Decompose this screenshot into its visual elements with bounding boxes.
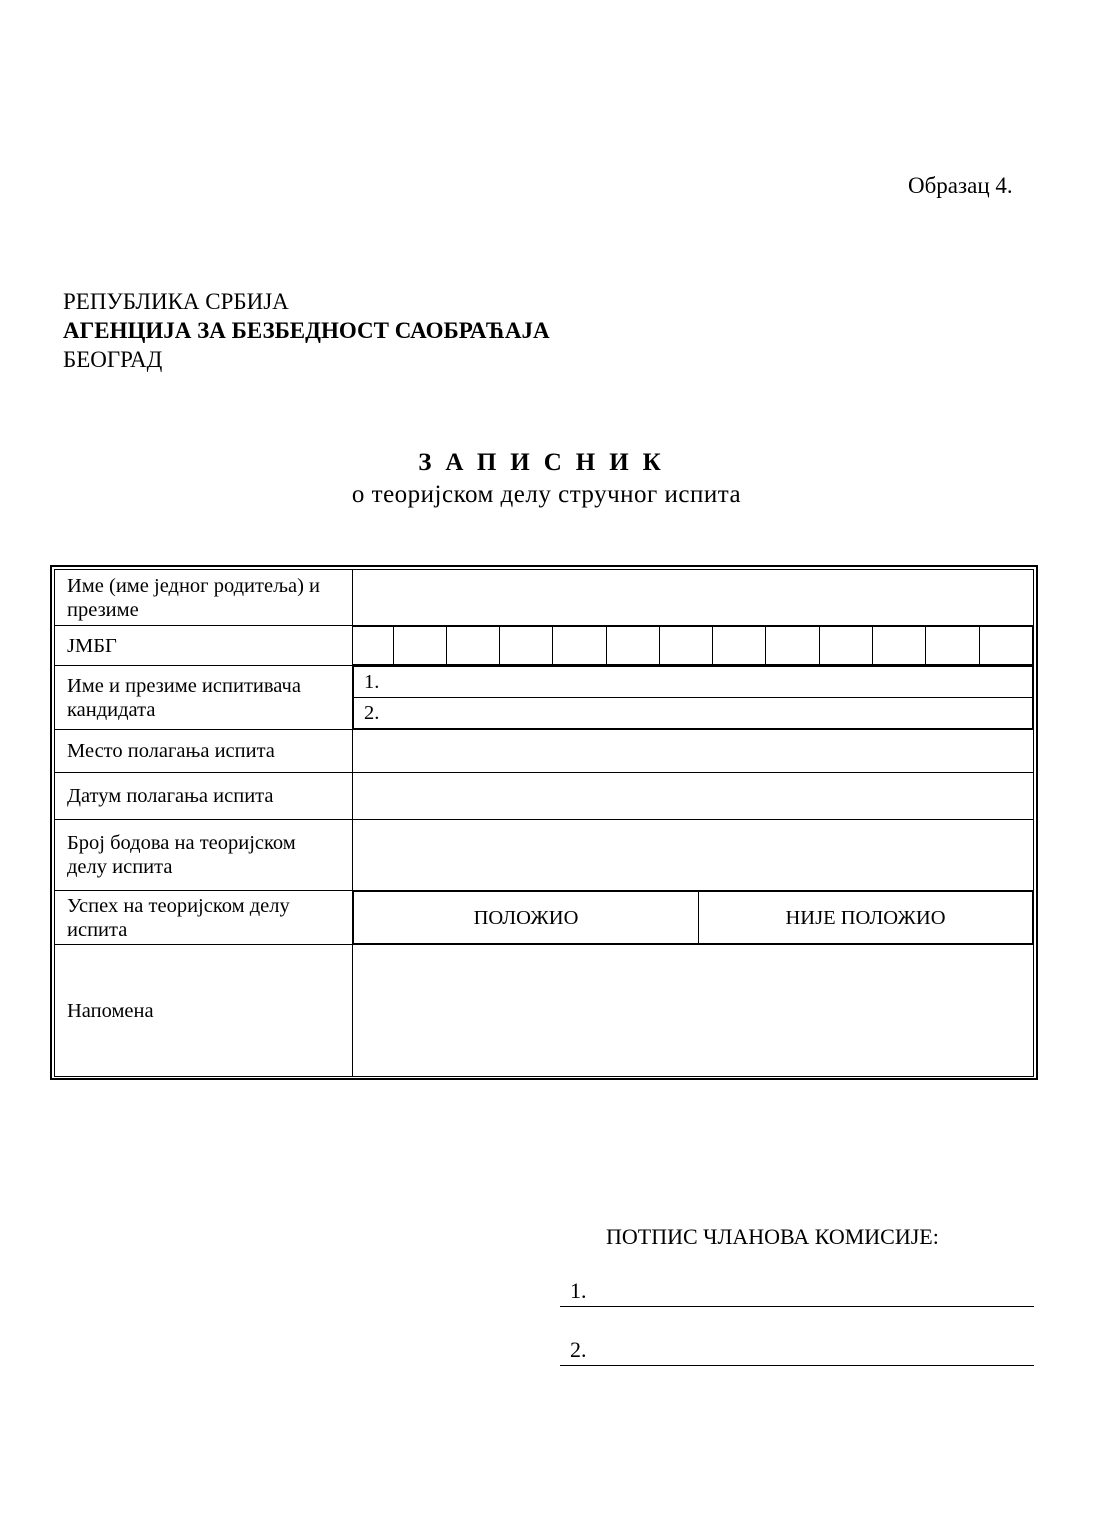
result-field xyxy=(353,891,1034,945)
date-label: Датум полагања испита xyxy=(55,773,353,820)
jmbg-digit[interactable] xyxy=(353,627,393,665)
table-row xyxy=(55,820,1034,891)
table-row xyxy=(55,666,1034,730)
signature-line-2[interactable] xyxy=(560,1335,1034,1366)
table-row xyxy=(55,945,1034,1077)
jmbg-digit[interactable] xyxy=(979,627,1032,665)
result-label: Успех на теоријском делу испита xyxy=(55,891,353,945)
examiner-2-field[interactable]: 2. xyxy=(354,698,1033,729)
signatures-title: ПОТПИС ЧЛАНОВА КОМИСИЈЕ: xyxy=(606,1224,939,1249)
record-table xyxy=(54,569,1034,1077)
jmbg-digit[interactable] xyxy=(553,627,606,665)
form-number: Образац 4. xyxy=(908,173,1013,198)
jmbg-digit[interactable] xyxy=(446,627,499,665)
issuer-header xyxy=(63,287,550,374)
note-field[interactable] xyxy=(353,945,1034,1077)
jmbg-digit[interactable] xyxy=(766,627,819,665)
signature-number-2: 2. xyxy=(570,1337,587,1362)
jmbg-digit[interactable] xyxy=(926,627,979,665)
examiners-list xyxy=(353,666,1033,729)
issuer-agency: АГЕНЦИЈА ЗА БЕЗБЕДНОСТ САОБРАЋАЈА xyxy=(63,318,550,343)
result-failed-option[interactable]: НИЈЕ ПОЛОЖИО xyxy=(699,892,1033,944)
table-row xyxy=(55,570,1034,626)
examiner-1-field[interactable]: 1. xyxy=(354,667,1033,698)
issuer-country: РЕПУБЛИКА СРБИЈА xyxy=(63,289,289,314)
jmbg-digit[interactable] xyxy=(713,627,766,665)
points-label: Број бодова на теоријском делу испита xyxy=(55,820,353,891)
points-field[interactable] xyxy=(353,820,1034,891)
document-subtitle: о теоријском делу стручног испита xyxy=(351,481,742,508)
jmbg-digit[interactable] xyxy=(500,627,553,665)
jmbg-digit[interactable] xyxy=(393,627,446,665)
jmbg-field xyxy=(353,626,1034,666)
jmbg-digit[interactable] xyxy=(606,627,659,665)
result-options xyxy=(353,891,1033,944)
table-row xyxy=(55,773,1034,820)
table-row xyxy=(55,730,1034,773)
jmbg-digit[interactable] xyxy=(873,627,926,665)
document-title: ЗАПИСНИК xyxy=(418,449,675,476)
examiners-field xyxy=(353,666,1034,730)
result-passed-option[interactable]: ПОЛОЖИО xyxy=(354,892,699,944)
date-field[interactable] xyxy=(353,773,1034,820)
name-label: Име (име једног родитеља) и презиме xyxy=(55,570,353,626)
jmbg-digit[interactable] xyxy=(659,627,712,665)
name-field[interactable] xyxy=(353,570,1034,626)
table-row xyxy=(55,626,1034,666)
record-form xyxy=(50,565,1038,1080)
jmbg-digit-grid xyxy=(353,626,1033,665)
signature-line-1[interactable] xyxy=(560,1276,1034,1307)
place-field[interactable] xyxy=(353,730,1034,773)
place-label: Место полагања испита xyxy=(55,730,353,773)
examiners-label: Име и презиме испитивача кандидата xyxy=(55,666,353,730)
table-row xyxy=(55,891,1034,945)
jmbg-digit[interactable] xyxy=(819,627,872,665)
issuer-city: БЕОГРАД xyxy=(63,347,163,372)
signature-number-1: 1. xyxy=(570,1278,587,1303)
note-label: Напомена xyxy=(55,945,353,1077)
jmbg-label: ЈМБГ xyxy=(55,626,353,666)
